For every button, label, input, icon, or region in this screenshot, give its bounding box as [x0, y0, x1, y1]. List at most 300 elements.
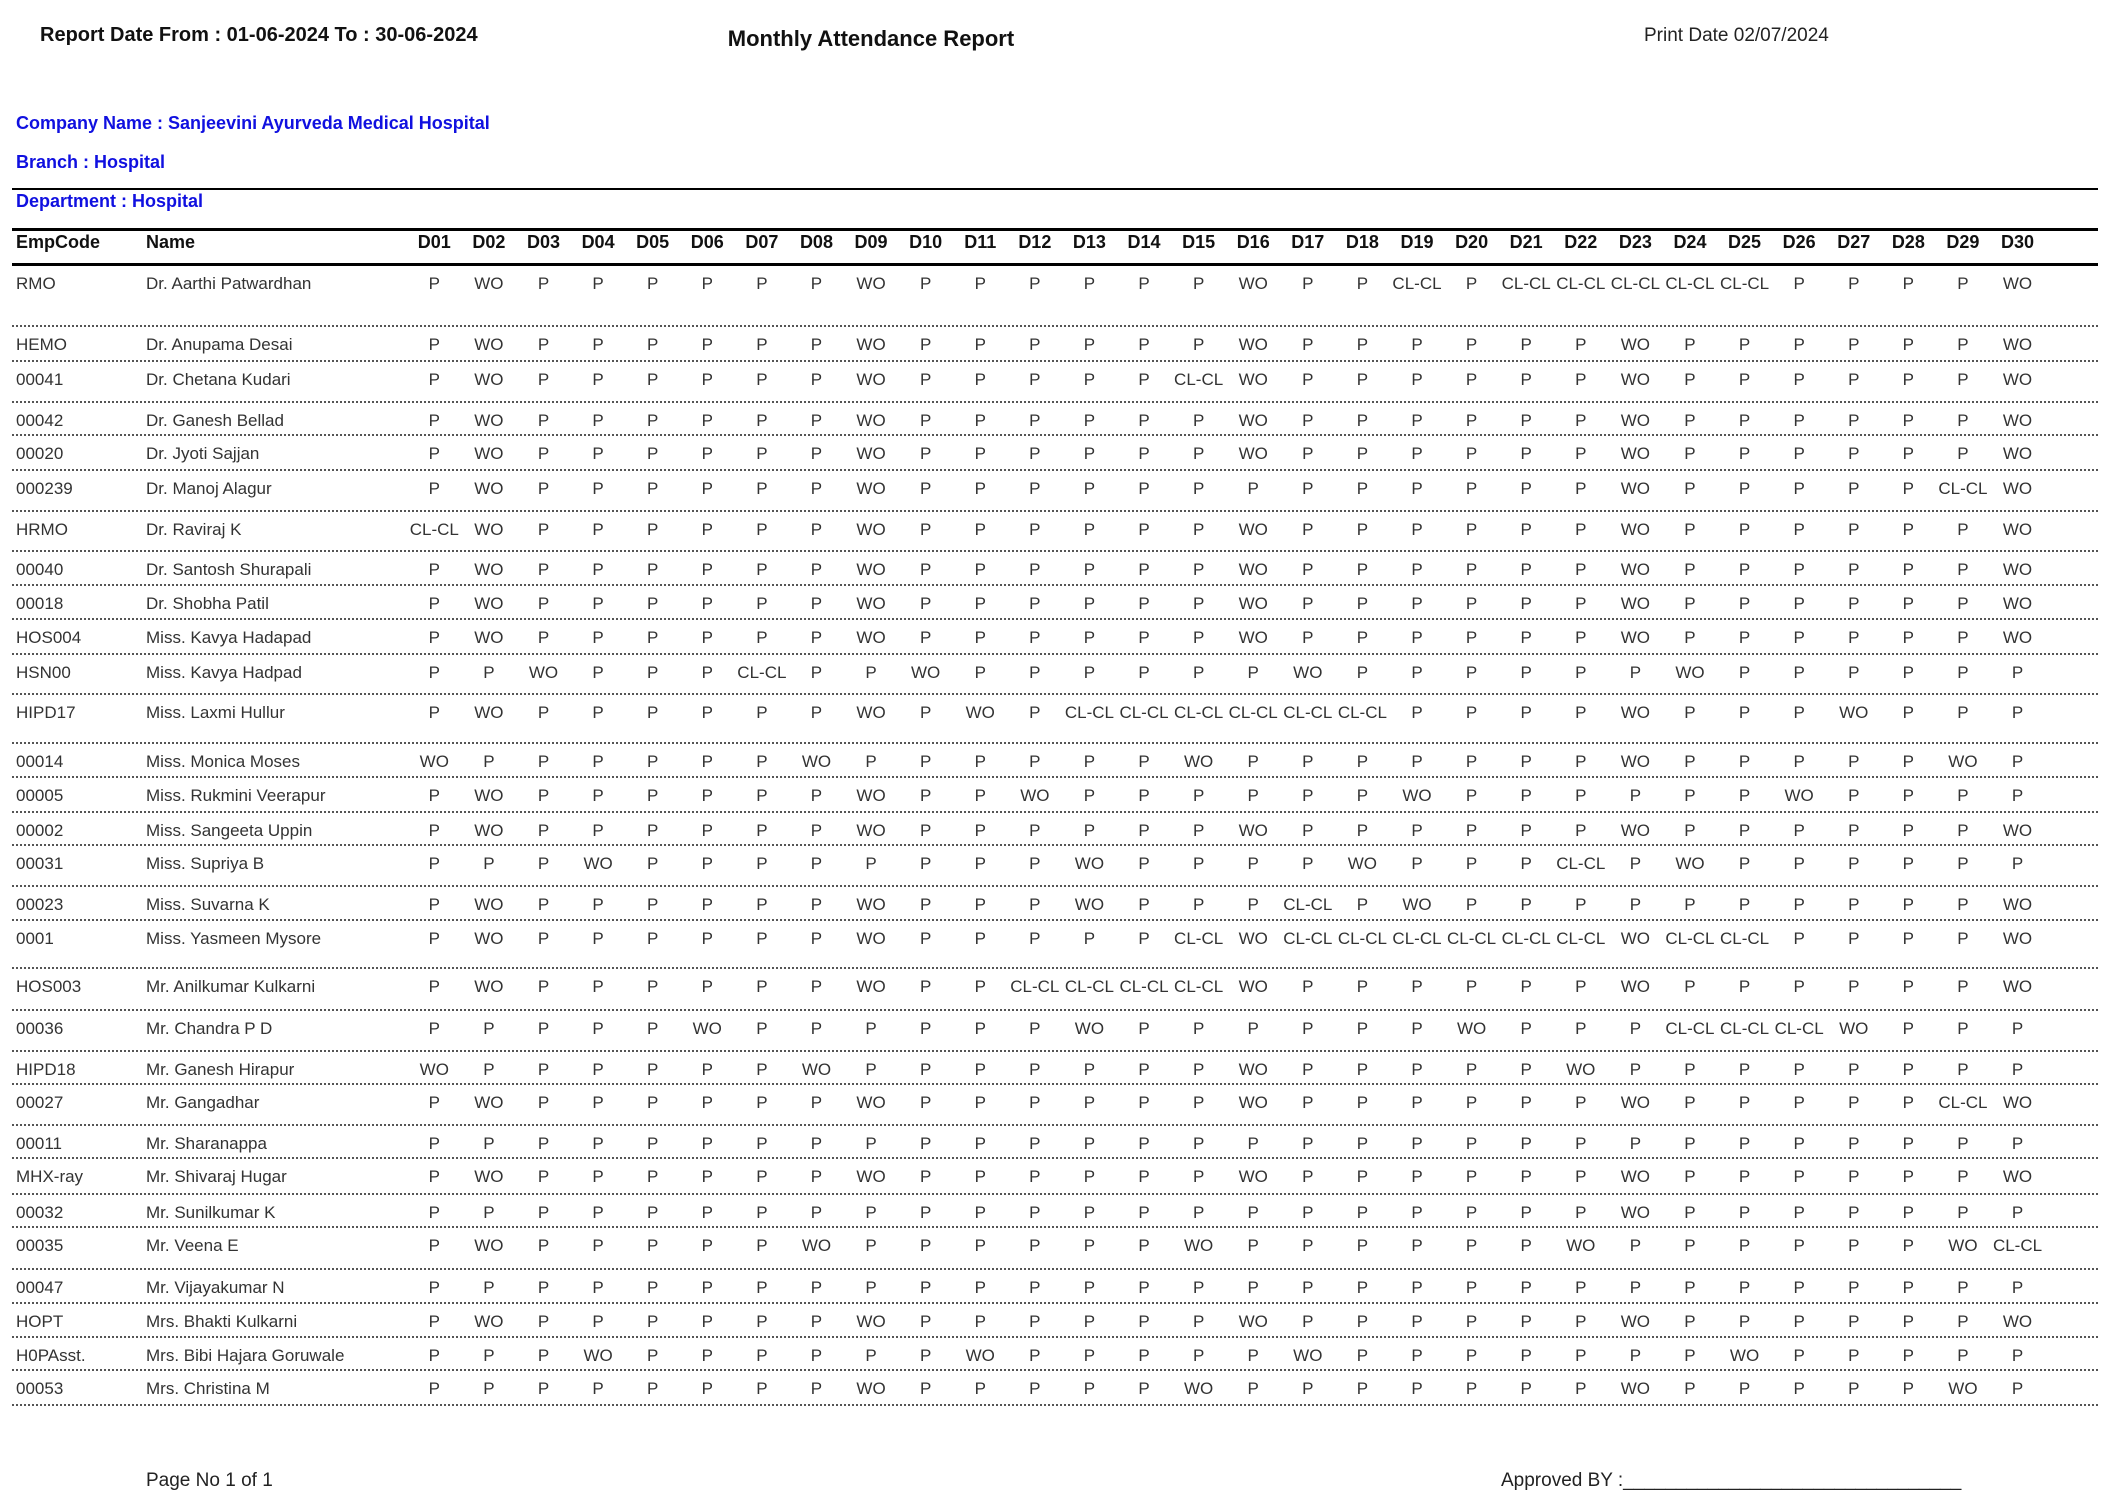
day-cell-d13: P [1083, 1379, 1096, 1398]
day-cell-d10: P [919, 1203, 932, 1222]
day-cell-d16: P [1247, 786, 1259, 805]
day-cell-d23: WO [1620, 929, 1650, 948]
day-cell-d27: P [1848, 854, 1860, 873]
day-cell-d19: P [1411, 752, 1423, 771]
day-cell-d28: P [1902, 895, 1914, 914]
day-cell-d09: WO [856, 1093, 886, 1112]
day-cell-d18: CL-CL [1337, 929, 1387, 948]
day-cell-d06: P [701, 1134, 713, 1153]
day-cell-d28: P [1902, 594, 1914, 613]
day-cell-d05: P [647, 370, 659, 389]
day-cell-d08: P [810, 520, 823, 539]
day-cell-d30: WO [2002, 370, 2033, 389]
day-cell-d11: P [974, 786, 986, 805]
day-cell-d10: P [919, 520, 932, 539]
day-cell-d20: P [1465, 1312, 1478, 1331]
day-cell-d02: P [483, 663, 495, 682]
day-cell-d20: CL-CL [1447, 929, 1497, 948]
day-cell-d18: P [1356, 444, 1369, 463]
day-cell-d24: P [1684, 703, 1696, 722]
day-cell-d28: P [1902, 1379, 1914, 1398]
day-cell-d26: P [1793, 628, 1805, 647]
day-cell-d09: WO [856, 520, 886, 539]
day-cell-d15: P [1192, 1278, 1205, 1297]
day-cell-d15: P [1192, 895, 1205, 914]
day-cell-d28: P [1902, 1312, 1914, 1331]
day-cell-d14: P [1138, 479, 1150, 498]
approved-by: Approved BY :________________________________ [1501, 1470, 1962, 1491]
table-row [16, 1093, 2045, 1113]
row-divider [12, 325, 2098, 327]
day-cell-d15: WO [1183, 1379, 1214, 1398]
day-cell-d02: WO [474, 274, 504, 293]
day-cell-d04: P [592, 479, 604, 498]
day-cell-d27: P [1848, 335, 1860, 354]
day-cell-d03: P [537, 594, 550, 613]
day-cell-d14: CL-CL [1119, 703, 1169, 722]
day-cell-d11: P [974, 663, 986, 682]
day-cell-d05: P [647, 854, 659, 873]
day-cell-d08: P [810, 854, 823, 873]
day-cell-d17: P [1302, 370, 1314, 389]
day-cell-d06: P [701, 594, 713, 613]
emp-name: Mrs. Bhakti Kulkarni [146, 1312, 298, 1331]
day-cell-d19: P [1411, 703, 1423, 722]
column-header-d05: D05 [636, 232, 670, 252]
day-cell-d23: WO [1620, 821, 1650, 840]
day-cell-d24: P [1684, 821, 1696, 840]
day-cell-d20: P [1465, 752, 1478, 771]
day-cell-d01: P [428, 335, 440, 354]
day-cell-d30: WO [2002, 929, 2033, 948]
day-cell-d14: P [1138, 411, 1150, 430]
day-cell-d25: P [1738, 479, 1751, 498]
day-cell-d03: P [537, 895, 550, 914]
emp-code: 00002 [16, 821, 64, 840]
day-cell-d10: P [919, 370, 932, 389]
table-row [16, 821, 2045, 841]
day-cell-d29: P [1957, 1019, 1969, 1038]
day-cell-d06: P [701, 1312, 713, 1331]
day-cell-d26: P [1793, 594, 1805, 613]
day-cell-d22: CL-CL [1556, 929, 1606, 948]
day-cell-d21: P [1520, 703, 1532, 722]
day-cell-d06: P [701, 1278, 713, 1297]
day-cell-d17: CL-CL [1283, 895, 1333, 914]
day-cell-d05: P [647, 1379, 659, 1398]
day-cell-d14: P [1138, 594, 1150, 613]
day-cell-d12: P [1029, 1312, 1041, 1331]
day-cell-d06: P [701, 1093, 713, 1112]
day-cell-d01: P [428, 274, 440, 293]
day-cell-d07: P [756, 1093, 768, 1112]
day-cell-d03: P [537, 411, 550, 430]
day-cell-d29: P [1957, 1167, 1969, 1186]
day-cell-d11: WO [965, 1346, 995, 1365]
day-cell-d16: P [1247, 1019, 1259, 1038]
day-cell-d26: P [1793, 370, 1805, 389]
day-cell-d18: P [1356, 370, 1369, 389]
day-cell-d11: P [974, 1203, 986, 1222]
day-cell-d12: P [1029, 929, 1041, 948]
day-cell-d06: WO [692, 1019, 722, 1038]
day-cell-d28: P [1902, 786, 1914, 805]
day-cell-d01: P [428, 821, 440, 840]
day-cell-d25: P [1738, 1134, 1751, 1153]
day-cell-d04: P [592, 1312, 604, 1331]
day-cell-d11: P [974, 520, 986, 539]
day-cell-d03: P [537, 1379, 550, 1398]
day-cell-d29: P [1957, 929, 1969, 948]
day-cell-d21: P [1520, 786, 1532, 805]
day-cell-d17: P [1302, 1278, 1314, 1297]
day-cell-d17: P [1302, 1236, 1314, 1255]
day-cell-d02: P [483, 1346, 495, 1365]
day-cell-d30: WO [2002, 821, 2033, 840]
day-cell-d30: WO [2002, 479, 2033, 498]
day-cell-d17: P [1302, 335, 1314, 354]
day-cell-d19: P [1411, 1379, 1423, 1398]
column-header-d09: D09 [854, 232, 888, 252]
day-cell-d05: P [647, 411, 659, 430]
day-cell-d19: P [1411, 1093, 1423, 1112]
day-cell-d19: P [1411, 663, 1423, 682]
day-cell-d08: P [810, 1346, 823, 1365]
table-header [16, 232, 2045, 253]
day-cell-d30: WO [2002, 444, 2033, 463]
day-cell-d21: P [1520, 1236, 1532, 1255]
day-cell-d10: P [919, 854, 932, 873]
day-cell-d26: WO [1784, 786, 1814, 805]
row-divider [12, 967, 2098, 969]
day-cell-d25: P [1738, 1203, 1751, 1222]
day-cell-d16: WO [1238, 1167, 1268, 1186]
row-divider [12, 510, 2098, 512]
column-header-d21: D21 [1509, 232, 1543, 252]
emp-name: Mr. Veena E [146, 1236, 239, 1255]
day-cell-d22: WO [1566, 1060, 1596, 1079]
day-cell-d24: P [1684, 560, 1696, 579]
day-cell-d01: P [428, 1236, 440, 1255]
day-cell-d05: P [647, 895, 659, 914]
day-cell-d16: WO [1238, 929, 1268, 948]
day-cell-d14: P [1138, 1346, 1150, 1365]
day-cell-d02: P [483, 854, 495, 873]
day-cell-d12: P [1029, 895, 1041, 914]
day-cell-d03: P [537, 977, 550, 996]
day-cell-d10: P [919, 1134, 932, 1153]
row-divider [12, 1193, 2098, 1195]
day-cell-d05: P [647, 444, 659, 463]
day-cell-d07: P [756, 370, 768, 389]
day-cell-d12: P [1029, 370, 1041, 389]
emp-name: Dr. Santosh Shurapali [146, 560, 312, 579]
row-divider [12, 1302, 2098, 1304]
day-cell-d27: P [1848, 560, 1860, 579]
row-divider [12, 1268, 2098, 1270]
day-cell-d07: P [756, 929, 768, 948]
emp-code: 00041 [16, 370, 64, 389]
emp-name: Miss. Sangeeta Uppin [146, 821, 313, 840]
day-cell-d09: P [865, 1236, 877, 1255]
day-cell-d17: P [1302, 411, 1314, 430]
day-cell-d29: P [1957, 560, 1969, 579]
day-cell-d14: P [1138, 1379, 1150, 1398]
day-cell-d17: P [1302, 854, 1314, 873]
column-header-d07: D07 [745, 232, 779, 252]
day-cell-d13: WO [1074, 895, 1105, 914]
day-cell-d21: P [1520, 628, 1532, 647]
day-cell-d28: P [1902, 444, 1914, 463]
day-cell-d01: P [428, 663, 440, 682]
day-cell-d20: P [1465, 977, 1478, 996]
day-cell-d28: P [1902, 977, 1914, 996]
day-cell-d05: P [647, 786, 659, 805]
column-header-d22: D22 [1564, 232, 1598, 252]
column-header-d26: D26 [1782, 232, 1816, 252]
day-cell-d05: P [647, 1346, 659, 1365]
day-cell-d17: WO [1293, 663, 1323, 682]
day-cell-d22: P [1575, 335, 1587, 354]
day-cell-d19: P [1411, 854, 1423, 873]
day-cell-d05: P [647, 520, 659, 539]
day-cell-d18: P [1356, 411, 1369, 430]
emp-name: Mrs. Bibi Hajara Goruwale [146, 1346, 345, 1365]
day-cell-d08: P [810, 1203, 823, 1222]
day-cell-d07: P [756, 752, 768, 771]
table-row [16, 1379, 2045, 1399]
day-cell-d07: P [756, 977, 768, 996]
day-cell-d10: P [919, 274, 932, 293]
day-cell-d16: WO [1238, 821, 1268, 840]
day-cell-d02: WO [474, 929, 504, 948]
day-cell-d24: P [1684, 335, 1696, 354]
day-cell-d17: P [1302, 1203, 1314, 1222]
day-cell-d10: P [919, 752, 932, 771]
day-cell-d19: P [1411, 1134, 1423, 1153]
day-cell-d29: P [1957, 274, 1969, 293]
day-cell-d25: P [1738, 1379, 1751, 1398]
day-cell-d15: WO [1183, 1236, 1214, 1255]
day-cell-d07: P [756, 628, 768, 647]
day-cell-d02: WO [474, 411, 504, 430]
day-cell-d28: P [1902, 1167, 1914, 1186]
day-cell-d22: P [1575, 520, 1587, 539]
day-cell-d05: P [647, 977, 659, 996]
day-cell-d09: P [865, 1134, 877, 1153]
day-cell-d28: P [1902, 1093, 1914, 1112]
day-cell-d03: P [537, 854, 550, 873]
emp-name: Dr. Ganesh Bellad [146, 411, 284, 430]
column-header-d02: D02 [472, 232, 506, 252]
day-cell-d28: P [1902, 821, 1914, 840]
day-cell-d24: P [1684, 520, 1696, 539]
day-cell-d08: P [810, 274, 823, 293]
day-cell-d19: P [1411, 560, 1423, 579]
day-cell-d17: P [1302, 1134, 1314, 1153]
day-cell-d28: P [1902, 370, 1914, 389]
emp-name: Miss. Rukmini Veerapur [146, 786, 326, 805]
day-cell-d21: P [1520, 977, 1532, 996]
day-cell-d02: WO [474, 479, 504, 498]
table-row [16, 895, 2045, 915]
day-cell-d21: P [1520, 752, 1532, 771]
day-cell-d29: P [1957, 703, 1969, 722]
day-cell-d01: P [428, 854, 440, 873]
day-cell-d08: P [810, 703, 823, 722]
day-cell-d20: P [1465, 411, 1478, 430]
day-cell-d01: P [428, 1346, 440, 1365]
day-cell-d07: P [756, 1203, 768, 1222]
emp-name: Miss. Suvarna K [146, 895, 270, 914]
day-cell-d19: P [1411, 1019, 1423, 1038]
day-cell-d24: P [1684, 1060, 1696, 1079]
emp-name: Miss. Kavya Hadpad [146, 663, 302, 682]
day-cell-d24: P [1684, 1236, 1696, 1255]
day-cell-d17: P [1302, 1379, 1314, 1398]
emp-code: HIPD18 [16, 1060, 76, 1079]
day-cell-d18: P [1356, 1060, 1369, 1079]
day-cell-d08: P [810, 1379, 823, 1398]
day-cell-d26: P [1793, 1236, 1805, 1255]
day-cell-d06: P [701, 1346, 713, 1365]
day-cell-d04: P [592, 1379, 604, 1398]
day-cell-d12: P [1029, 479, 1041, 498]
day-cell-d04: P [592, 520, 604, 539]
day-cell-d18: WO [1347, 854, 1378, 873]
row-divider [12, 469, 2098, 471]
emp-code: MHX-ray [16, 1167, 84, 1186]
day-cell-d20: P [1465, 1236, 1478, 1255]
day-cell-d30: WO [2002, 1093, 2033, 1112]
day-cell-d12: P [1029, 821, 1041, 840]
day-cell-d19: WO [1402, 786, 1432, 805]
day-cell-d06: P [701, 1236, 713, 1255]
day-cell-d14: P [1138, 1236, 1150, 1255]
day-cell-d08: P [810, 335, 823, 354]
day-cell-d04: P [592, 663, 604, 682]
day-cell-d23: P [1629, 895, 1642, 914]
row-divider [12, 844, 2098, 846]
day-cell-d18: P [1356, 895, 1369, 914]
day-cell-d27: P [1848, 594, 1860, 613]
day-cell-d03: P [537, 628, 550, 647]
day-cell-d09: WO [856, 444, 886, 463]
row-divider [12, 1336, 2098, 1338]
day-cell-d25: CL-CL [1719, 929, 1770, 948]
day-cell-d21: P [1520, 1134, 1532, 1153]
day-cell-d17: P [1302, 594, 1314, 613]
column-header-d15: D15 [1182, 232, 1216, 252]
day-cell-d24: P [1684, 444, 1696, 463]
column-header-d14: D14 [1127, 232, 1161, 252]
day-cell-d09: WO [856, 821, 886, 840]
day-cell-d11: P [974, 274, 986, 293]
day-cell-d22: P [1575, 703, 1587, 722]
day-cell-d21: P [1520, 560, 1532, 579]
day-cell-d08: P [810, 895, 823, 914]
day-cell-d24: P [1684, 370, 1696, 389]
day-cell-d11: P [974, 594, 986, 613]
day-cell-d08: P [810, 479, 823, 498]
day-cell-d23: P [1629, 786, 1642, 805]
day-cell-d02: P [483, 1060, 495, 1079]
day-cell-d03: WO [528, 663, 559, 682]
column-header-d19: D19 [1400, 232, 1434, 252]
day-cell-d27: P [1848, 1167, 1860, 1186]
day-cell-d20: P [1465, 560, 1478, 579]
day-cell-d26: P [1793, 1312, 1805, 1331]
day-cell-d18: P [1356, 520, 1369, 539]
day-cell-d04: P [592, 821, 604, 840]
day-cell-d02: WO [474, 520, 504, 539]
day-cell-d02: P [483, 752, 495, 771]
day-cell-d21: P [1520, 854, 1532, 873]
day-cell-d08: P [810, 628, 823, 647]
day-cell-d18: P [1356, 479, 1369, 498]
day-cell-d12: P [1029, 663, 1041, 682]
day-cell-d20: P [1465, 895, 1478, 914]
day-cell-d19: P [1411, 1236, 1423, 1255]
day-cell-d12: P [1029, 1019, 1041, 1038]
day-cell-d24: CL-CL [1665, 1019, 1715, 1038]
day-cell-d06: P [701, 335, 713, 354]
day-cell-d16: P [1247, 1203, 1259, 1222]
day-cell-d19: P [1411, 628, 1423, 647]
day-cell-d19: CL-CL [1392, 274, 1442, 293]
day-cell-d05: P [647, 1134, 659, 1153]
day-cell-d06: P [701, 854, 713, 873]
day-cell-d26: P [1793, 335, 1805, 354]
day-cell-d15: P [1192, 560, 1205, 579]
day-cell-d22: CL-CL [1556, 274, 1606, 293]
day-cell-d24: CL-CL [1665, 274, 1715, 293]
day-cell-d23: P [1629, 1346, 1642, 1365]
day-cell-d26: P [1793, 854, 1805, 873]
day-cell-d27: P [1848, 929, 1860, 948]
day-cell-d14: P [1138, 560, 1150, 579]
day-cell-d18: P [1356, 752, 1369, 771]
day-cell-d04: WO [583, 854, 613, 873]
day-cell-d05: P [647, 703, 659, 722]
day-cell-d11: P [974, 977, 986, 996]
day-cell-d24: P [1684, 977, 1696, 996]
emp-code: HRMO [16, 520, 68, 539]
day-cell-d24: P [1684, 1379, 1696, 1398]
day-cell-d15: P [1192, 1312, 1205, 1331]
day-cell-d08: P [810, 929, 823, 948]
day-cell-d08: P [810, 444, 823, 463]
day-cell-d02: WO [474, 703, 504, 722]
table-row [16, 560, 2045, 580]
day-cell-d17: P [1302, 628, 1314, 647]
day-cell-d21: P [1520, 1019, 1532, 1038]
day-cell-d01: P [428, 929, 440, 948]
day-cell-d23: P [1629, 663, 1642, 682]
emp-name: Dr. Jyoti Sajjan [146, 444, 260, 463]
day-cell-d17: P [1302, 1019, 1314, 1038]
day-cell-d03: P [537, 786, 550, 805]
day-cell-d20: P [1465, 1203, 1478, 1222]
table-row [16, 1060, 2045, 1080]
day-cell-d24: WO [1675, 663, 1705, 682]
day-cell-d15: P [1192, 821, 1205, 840]
day-cell-d21: P [1520, 1346, 1532, 1365]
day-cell-d22: P [1575, 1278, 1587, 1297]
day-cell-d08: P [810, 411, 823, 430]
day-cell-d13: P [1083, 411, 1096, 430]
day-cell-d20: P [1465, 1346, 1478, 1365]
